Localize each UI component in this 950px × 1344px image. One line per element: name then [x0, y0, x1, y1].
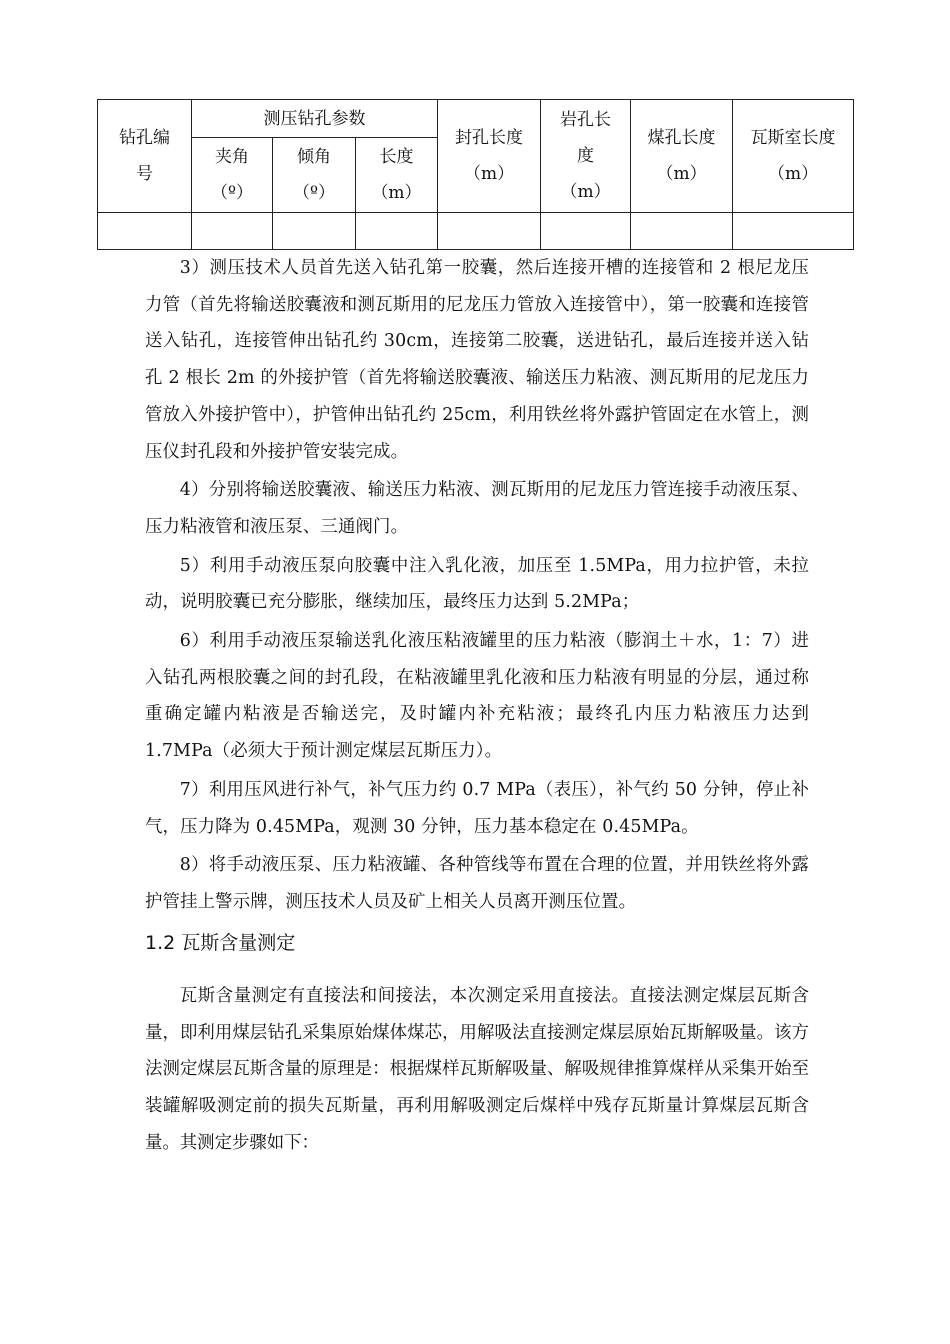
procedure-steps	[145, 250, 809, 921]
header-hole-number-text: 钻孔编号	[119, 128, 170, 184]
header-coal-unit: （m）	[656, 164, 707, 184]
header-gas-chamber-unit: （m）	[767, 164, 819, 184]
table-cell	[192, 213, 273, 250]
step-paragraph: 6）利用手动液压泵输送乳化液压粘液罐里的压力粘液（膨润土＋水，1：7）进入钻孔两根胶囊之间的封孔段，在粘液罐里乳化液和压力粘液有明显的分层，通过称重确定罐内粘液是否输送完，及时罐内补充粘液；最终孔内压力粘液压力达到 1.7MPa（必须大于预计测定煤层瓦斯压力）。	[145, 631, 809, 762]
header-rock-label: 岩孔长度	[560, 110, 612, 166]
header-incline-label: 倾角	[297, 147, 331, 167]
step-paragraph: 8）将手动液压泵、压力粘液罐、各种管线等布置在合理的位置，并用铁丝将外露护管挂上警示牌，测压技术人员及矿上相关人员离开测压位置。	[145, 855, 809, 912]
section-heading: 1.2 瓦斯含量测定	[145, 932, 296, 954]
step-paragraph: 5）利用手动液压泵向胶囊中注入乳化液，加压至 1.5MPa，用力拉护管，未拉动，说明胶囊已充分膨胀，继续加压，最终压力达到 5.2MPa；	[145, 555, 809, 613]
header-length-unit: （m）	[371, 183, 422, 203]
table-cell	[273, 213, 356, 250]
header-incline-unit: （º）	[293, 183, 335, 203]
header-length-label: 长度	[379, 147, 414, 167]
header-angle-label: 夹角	[215, 147, 249, 167]
header-angle-unit: （º）	[211, 183, 253, 203]
section-body	[145, 978, 809, 1162]
section-paragraph: 瓦斯含量测定有直接法和间接法，本次测定采用直接法。直接法测定煤层瓦斯含量，即利用煤层钻孔采集原始煤体煤芯，用解吸法直接测定煤层原始瓦斯解吸量。该方法测定煤层瓦斯含量的原理是：根据煤样瓦斯解吸量、解吸规律推算煤样从采集开始至装罐解吸测定前的损失瓦斯量，再利用解吸测定后煤样中残存瓦斯量计算煤层瓦斯含量。其测定步骤如下：	[145, 986, 809, 1153]
table-cell	[541, 213, 631, 250]
header-gas-chamber-length	[733, 100, 854, 213]
header-angle	[192, 138, 273, 213]
header-length	[356, 138, 438, 213]
step-paragraph: 7）利用压风进行补气，补气压力约 0.7 MPa（表压），补气约 50 分钟，停止补气，压力降为 0.45MPa，观测 30 分钟，压力基本稳定在 0.45MPa。	[145, 779, 809, 837]
step-paragraph: 4）分别将输送胶囊液、输送压力粘液、测瓦斯用的尼龙压力管连接手动液压泵、压力粘液管和液压泵、三通阀门。	[145, 480, 809, 537]
table-row	[98, 213, 854, 250]
header-rock-length	[541, 100, 631, 213]
header-seal-label: 封孔长度	[455, 128, 524, 148]
header-rock-unit: （m）	[560, 182, 611, 202]
table-cell	[631, 213, 733, 250]
header-seal-length	[438, 100, 541, 213]
table-cell	[356, 213, 438, 250]
header-drill-params: 测压钻孔参数	[192, 100, 438, 138]
step-paragraph: 3）测压技术人员首先送入钻孔第一胶囊，然后连接开槽的连接管和 2 根尼龙压力管（首先将输送胶囊液和测瓦斯用的尼龙压力管放入连接管中），第一胶囊和连接管送入钻孔，连接管伸出钻孔约 30cm，连接第二胶囊，送进钻孔，最后连接并送入钻孔 2 根长 2m 的外接护管（首先将输送胶囊液、输送压力粘液、测瓦斯用的尼龙压力管放入外接护管中），护管伸出钻孔约 25cm，利用铁丝将外露护管固定在水管上，测压仪封孔段和外接护管安装完成。	[145, 258, 809, 462]
table-cell	[438, 213, 541, 250]
drill-parameter-table	[97, 99, 854, 250]
table-cell	[98, 213, 192, 250]
header-incline	[273, 138, 356, 213]
header-seal-unit: （m）	[463, 164, 515, 184]
header-coal-label: 煤孔长度	[647, 128, 716, 148]
header-gas-chamber-label: 瓦斯室长度	[750, 128, 836, 148]
table-cell	[733, 213, 854, 250]
header-hole-number	[98, 100, 192, 213]
header-coal-length	[631, 100, 733, 213]
